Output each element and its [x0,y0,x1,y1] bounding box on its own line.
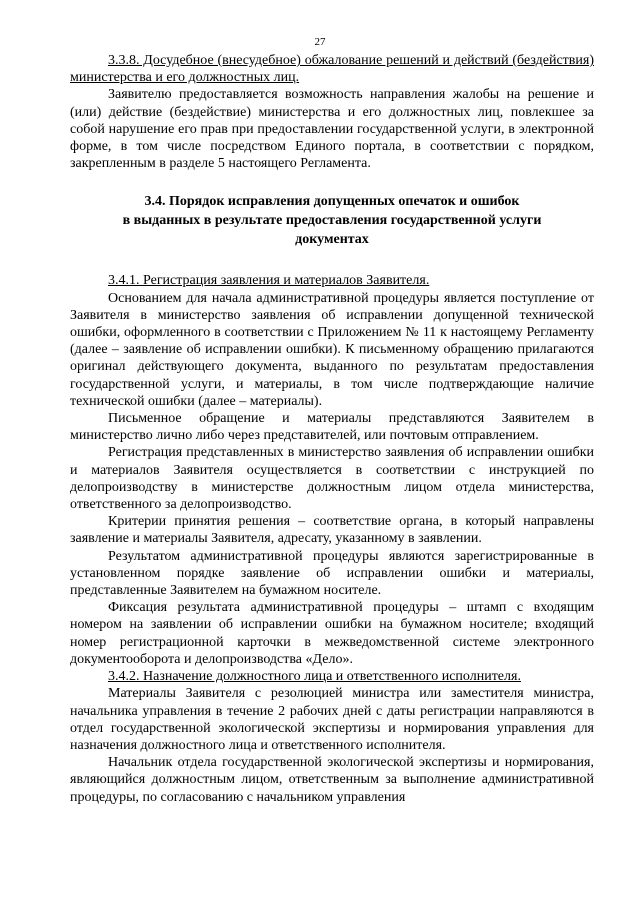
section-3-4-2-heading: 3.4.2. Назначение должностного лица и ответственного исполнителя. [108,669,521,685]
section-3-4-1-paragraph-2: Письменное обращение и материалы представляются Заявителем в министерство лично либо через представителей, или почтовым отправлением. [70,411,594,444]
section-3-4-1-paragraph-5: Результатом административной процедуры являются зарегистрированные в установленном порядке заявление об исправлении ошибки и материалы, представленные Заявителем на бумажном носителе. [70,548,594,599]
section-3-4-1-heading: 3.4.1. Регистрация заявления и материалов Заявителя. [108,273,430,289]
page-number: 27 [314,36,326,48]
section-3-3-8-heading: 3.3.8. Досудебное (внесудебное) обжалование решений и действий (бездействия) министерства и его должностных лиц. [70,53,594,86]
section-3-3-8-paragraph-1: Заявителю предоставляется возможность направления жалобы на решение и (или) действие (бездействие) министерства и его должностных лиц, повлекшее за собой нарушение его прав при предоставлении государственной услуги, в электронной форме, в том числе посредством Единого портала, в соответствии с порядком, закрепленным в разделе 5 настоящего Регламента. [70,87,594,172]
section-3-4-title-line-1: 3.4. Порядок исправления допущенных опечаток и ошибок [144,194,520,210]
section-3-4-1-paragraph-6: Фиксация результата административной процедуры – штамп с входящим номером на заявлении об исправлении ошибки на бумажном носителе; входящий номер регистрационной карточки в межведомственной системе электронного документооборота и делопроизводства «Дело». [70,600,594,667]
document-body [70,52,594,806]
section-3-4-2-paragraph-1: Материалы Заявителя с резолюцией министра или заместителя министра, начальника управления в течение 2 рабочих дней с даты регистрации направляются в отдел государственной экологической экспертизы и нормирования управления для назначения должностного лица и ответственного исполнителя. [70,686,594,753]
section-3-4-1-paragraph-4: Критерии принятия решения – соответствие органа, в который направлены заявление и материалы Заявителя, адресату, указанному в заявлении. [70,514,594,547]
section-3-4-title-line-2: в выданных в результате предоставления государственной услуги [122,213,542,229]
section-3-4-1-paragraph-3: Регистрация представленных в министерство заявления об исправлении ошибки и материалов Заявителя осуществляется в соответствии с инструкцией по делопроизводству в министерстве должностным лицом отдела министерства, ответственного за делопроизводство. [70,445,594,513]
section-3-4-1-paragraph-1: Основанием для начала административной процедуры является поступление от Заявителя в министерство заявления об исправлении допущенной технической ошибки, оформленного в соответствии с Приложением № 11 к настоящему Регламенту (далее – заявление об исправлении ошибки). К письменному обращению прилагаются оригинал действующего документа, выданного по результатам предоставления государственной услуги, и материалы, в том числе подтверждающие наличие технической ошибки (далее – материалы). [70,290,594,409]
section-3-4-title [70,192,594,249]
section-3-4-2-paragraph-2: Начальник отдела государственной экологической экспертизы и нормирования, являющийся должностным лицом, ответственным за выполнение административной процедуры, по согласованию с начальником управления [70,755,594,805]
section-3-4-title-line-3: документах [295,232,369,248]
